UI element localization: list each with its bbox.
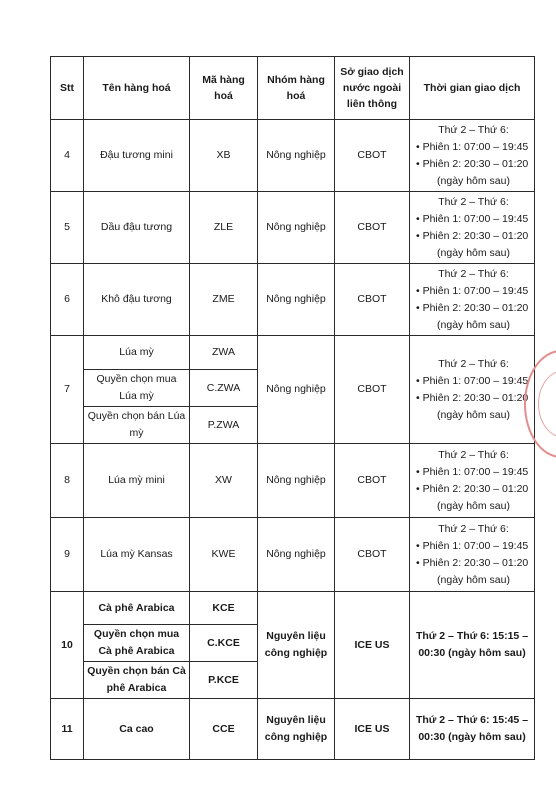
time-next-day: (ngày hôm sau): [448, 731, 526, 743]
stt-cell: 6: [51, 264, 84, 336]
group-cell: Nông nghiệp: [258, 336, 335, 444]
group-cell: Nông nghiệp: [258, 192, 335, 264]
time-session-2: • Phiên 2: 20:30 – 01:20: [416, 482, 529, 495]
time-session-2: • Phiên 2: 20:30 – 01:20: [416, 391, 529, 404]
group-cell: Nông nghiệp: [258, 518, 335, 592]
name-cell: Lúa mỳ Kansas: [84, 518, 190, 592]
header-group: Nhóm hàng hoá: [258, 57, 335, 120]
time-days: Thứ 2 – Thứ 6:: [415, 630, 490, 642]
time-cell: [410, 192, 535, 264]
code-cell: ZWA: [190, 336, 258, 370]
stt-cell: 4: [51, 120, 84, 192]
time-days: Thứ 2 – Thứ 6:: [438, 195, 509, 208]
time-session-2: • Phiên 2: 20:30 – 01:20: [416, 556, 529, 569]
group-cell: Nông nghiệp: [258, 264, 335, 336]
time-next-day: (ngày hôm sau): [437, 408, 510, 421]
name-cell: Quyền chọn mua Cà phê Arabica: [84, 625, 190, 662]
time-days: Thứ 2 – Thứ 6:: [438, 123, 509, 136]
group-cell: Nguyên liệu công nghiệp: [258, 699, 335, 760]
time-session-1: • Phiên 1: 07:00 – 19:45: [416, 465, 529, 478]
time-session-2: • Phiên 2: 20:30 – 01:20: [416, 301, 529, 314]
stt-cell: 10: [51, 592, 84, 699]
name-cell: Lúa mỳ: [84, 336, 190, 370]
header-exchange: Sở giao dịch nước ngoài liên thông: [335, 57, 410, 120]
code-cell: ZLE: [190, 192, 258, 264]
exchange-cell: CBOT: [335, 444, 410, 518]
name-cell: Lúa mỳ mini: [84, 444, 190, 518]
time-cell: [410, 699, 535, 760]
group-cell: Nông nghiệp: [258, 444, 335, 518]
time-cell: [410, 592, 535, 699]
time-next-day: (ngày hôm sau): [437, 318, 510, 331]
time-cell: [410, 120, 535, 192]
time-next-day: (ngày hôm sau): [437, 499, 510, 512]
table-row: [51, 120, 535, 192]
name-cell: Dầu đậu tương: [84, 192, 190, 264]
time-session-1: • Phiên 1: 07:00 – 19:45: [416, 374, 529, 387]
time-session-2: • Phiên 2: 20:30 – 01:20: [416, 157, 529, 170]
time-next-day: (ngày hôm sau): [448, 647, 526, 659]
code-cell: XW: [190, 444, 258, 518]
exchange-cell: CBOT: [335, 264, 410, 336]
table-row: [51, 192, 535, 264]
time-days: Thứ 2 – Thứ 6:: [438, 522, 509, 535]
header-stt: Stt: [51, 57, 84, 120]
code-cell: KWE: [190, 518, 258, 592]
table-row: [51, 336, 535, 370]
name-cell: Cà phê Arabica: [84, 592, 190, 625]
group-cell: Nguyên liệu công nghiệp: [258, 592, 335, 699]
time-cell: [410, 518, 535, 592]
official-seal-inner-ring: [538, 370, 556, 438]
time-session-1: • Phiên 1: 07:00 – 19:45: [416, 539, 529, 552]
time-next-day: (ngày hôm sau): [437, 246, 510, 259]
time-cell: [410, 264, 535, 336]
code-cell: C.ZWA: [190, 370, 258, 407]
stt-cell: 11: [51, 699, 84, 760]
time-days: Thứ 2 – Thứ 6:: [438, 357, 509, 370]
name-cell: Khô đậu tương: [84, 264, 190, 336]
exchange-cell: CBOT: [335, 518, 410, 592]
table-row: [51, 518, 535, 592]
code-cell: C.KCE: [190, 625, 258, 662]
code-cell: CCE: [190, 699, 258, 760]
code-cell: P.KCE: [190, 662, 258, 699]
commodity-table: [50, 56, 535, 760]
name-cell: Đậu tương mini: [84, 120, 190, 192]
time-days: Thứ 2 – Thứ 6:: [438, 267, 509, 280]
time-next-day: (ngày hôm sau): [437, 174, 510, 187]
stt-cell: 8: [51, 444, 84, 518]
exchange-cell: ICE US: [335, 592, 410, 699]
table-row: [51, 264, 535, 336]
code-cell: XB: [190, 120, 258, 192]
name-cell: Quyền chọn mua Lúa mỳ: [84, 370, 190, 407]
name-cell: Quyền chọn bán Cà phê Arabica: [84, 662, 190, 699]
time-next-day: (ngày hôm sau): [437, 573, 510, 586]
code-cell: ZME: [190, 264, 258, 336]
exchange-cell: CBOT: [335, 120, 410, 192]
code-cell: P.ZWA: [190, 407, 258, 444]
time-days: Thứ 2 – Thứ 6:: [415, 714, 490, 726]
stt-cell: 7: [51, 336, 84, 444]
time-hours: 15:15 – 00:30: [418, 630, 529, 659]
time-cell: [410, 444, 535, 518]
group-cell: Nông nghiệp: [258, 120, 335, 192]
table-header-row: [51, 57, 535, 120]
name-cell: Ca cao: [84, 699, 190, 760]
header-name: Tên hàng hoá: [84, 57, 190, 120]
table-row: [51, 699, 535, 760]
time-cell: [410, 336, 535, 444]
code-cell: KCE: [190, 592, 258, 625]
time-session-1: • Phiên 1: 07:00 – 19:45: [416, 284, 529, 297]
name-cell: Quyền chọn bán Lúa mỳ: [84, 407, 190, 444]
time-session-1: • Phiên 1: 07:00 – 19:45: [416, 212, 529, 225]
table-row: [51, 444, 535, 518]
time-days: Thứ 2 – Thứ 6:: [438, 448, 509, 461]
time-session-1: • Phiên 1: 07:00 – 19:45: [416, 140, 529, 153]
time-session-2: • Phiên 2: 20:30 – 01:20: [416, 229, 529, 242]
time-hours: 15:45 – 00:30: [418, 714, 529, 743]
stt-cell: 9: [51, 518, 84, 592]
table-row: [51, 592, 535, 625]
stt-cell: 5: [51, 192, 84, 264]
header-time: Thời gian giao dịch: [410, 57, 535, 120]
header-code: Mã hàng hoá: [190, 57, 258, 120]
exchange-cell: ICE US: [335, 699, 410, 760]
exchange-cell: CBOT: [335, 336, 410, 444]
exchange-cell: CBOT: [335, 192, 410, 264]
